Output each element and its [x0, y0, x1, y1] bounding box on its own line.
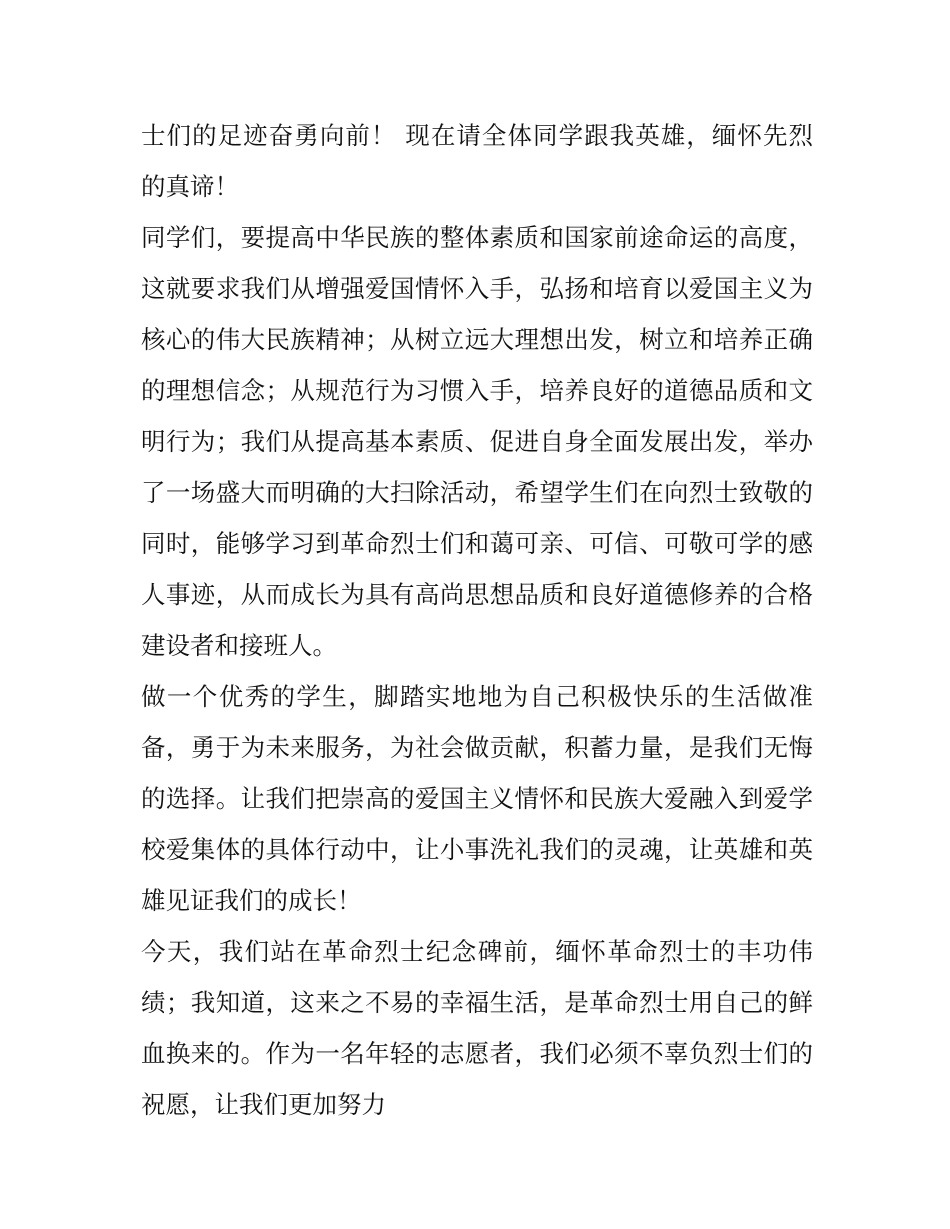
text-line: 了一场盛大而明确的大扫除活动，希望学生们在向烈士致敬的 [141, 478, 813, 507]
body-text [141, 110, 813, 1130]
text-line: 做一个优秀的学生，脚踏实地地为自己积极快乐的生活做准 [141, 682, 813, 711]
text-line: 备，勇于为未来服务，为社会做贡献，积蓄力量，是我们无悔 [141, 733, 813, 762]
text-line: 同时，能够学习到革命烈士们和蔼可亲、可信、可敬可学的感 [141, 529, 813, 558]
text-line: 的真谛！ [141, 172, 239, 201]
text-line: 的选择。让我们把崇高的爱国主义情怀和民族大爱融入到爱学 [141, 784, 813, 813]
text-line: 祝愿，让我们更加努力 [141, 1090, 386, 1119]
text-line: 建设者和接班人。 [141, 631, 337, 660]
text-line: 核心的伟大民族精神；从树立远大理想出发，树立和培养正确 [141, 325, 813, 354]
text-line: 雄见证我们的成长！ [141, 886, 362, 915]
text-line: 士们的足迹奋勇向前！ 现在请全体同学跟我英雄，缅怀先烈 [141, 121, 813, 150]
text-line: 绩；我知道，这来之不易的幸福生活，是革命烈士用自己的鲜 [141, 988, 813, 1017]
text-line: 校爱集体的具体行动中，让小事洗礼我们的灵魂，让英雄和英 [141, 835, 813, 864]
text-line: 明行为；我们从提高基本素质、促进自身全面发展出发，举办 [141, 427, 813, 456]
text-line: 血换来的。作为一名年轻的志愿者，我们必须不辜负烈士们的 [141, 1039, 813, 1068]
text-line: 人事迹，从而成长为具有高尚思想品质和良好道德修养的合格 [141, 580, 813, 609]
text-line: 今天，我们站在革命烈士纪念碑前，缅怀革命烈士的丰功伟 [141, 937, 813, 966]
text-line: 这就要求我们从增强爱国情怀入手，弘扬和培育以爱国主义为 [141, 274, 813, 303]
text-line: 的理想信念；从规范行为习惯入手，培养良好的道德品质和文 [141, 376, 813, 405]
text-line: 同学们，要提高中华民族的整体素质和国家前途命运的高度， [141, 223, 813, 252]
